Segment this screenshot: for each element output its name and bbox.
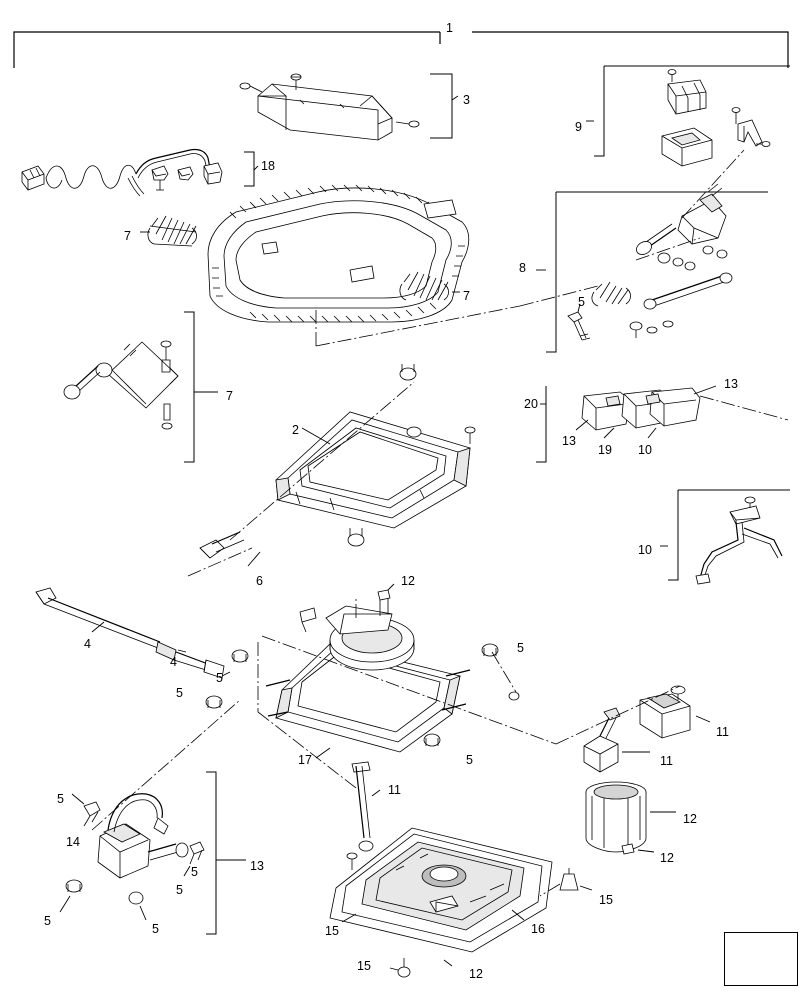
callout-15c-label: 15 (357, 959, 371, 973)
callout-5-j (152, 923, 159, 936)
callout-12-b (683, 813, 697, 826)
callout-17 (298, 754, 312, 767)
callout-5-g (191, 866, 198, 879)
callout-11-a (388, 784, 401, 797)
callout-11-c (660, 755, 673, 768)
callout-6 (256, 575, 263, 588)
callout-15-b (325, 925, 339, 938)
callout-11c-label: 11 (660, 754, 673, 768)
callout-20 (524, 398, 538, 411)
part-7-left-damper (64, 312, 218, 462)
callout-11-b (716, 726, 729, 739)
callout-19 (598, 444, 612, 457)
callout-12d-label: 12 (469, 967, 483, 981)
orientation-logo-box (724, 932, 798, 986)
callout-5-f (57, 793, 64, 806)
callout-7-c (226, 390, 233, 403)
callout-5f-label: 5 (57, 792, 64, 806)
callout-2 (292, 424, 299, 437)
callout-15-a (599, 894, 613, 907)
callout-16 (531, 923, 545, 936)
part-18-cable-spring (22, 149, 258, 196)
callout-12c-label: 12 (660, 851, 674, 865)
callout-5i-label: 5 (44, 914, 51, 928)
callout-13-a (724, 378, 738, 391)
callout-1 (446, 22, 453, 35)
callout-12-d (469, 968, 483, 981)
callout-18-label: 18 (261, 159, 275, 173)
callout-5-h (176, 884, 183, 897)
callout-5d-label: 5 (176, 686, 183, 700)
callout-20-label: 20 (524, 397, 538, 411)
callout-13a-label: 13 (724, 377, 738, 391)
callout-4a-label: 4 (84, 637, 91, 651)
part-4-rod (36, 588, 230, 678)
callout-5-a (578, 296, 585, 309)
callout-16-label: 16 (531, 922, 545, 936)
callout-7b-label: 7 (463, 289, 470, 303)
callout-5-b (216, 672, 223, 685)
callout-6-label: 6 (256, 574, 263, 588)
callout-11a-label: 11 (388, 783, 401, 797)
callout-5e-label: 5 (466, 753, 473, 767)
callout-5c-label: 5 (517, 641, 524, 655)
callout-19-label: 19 (598, 443, 612, 457)
callout-13b-label: 13 (562, 434, 576, 448)
callout-12b-label: 12 (683, 812, 697, 826)
callout-9 (575, 121, 582, 134)
part-20-pads (536, 386, 788, 462)
callout-10-b (638, 544, 652, 557)
callout-9-label: 9 (575, 120, 582, 134)
bracket-item-1 (14, 32, 788, 68)
callout-8-label: 8 (519, 261, 526, 275)
callout-5h-label: 5 (176, 883, 183, 897)
callout-17-label: 17 (298, 753, 312, 767)
callout-12a-label: 12 (401, 574, 415, 588)
part-3-rail-plate (240, 74, 458, 140)
callout-10a-label: 10 (638, 443, 652, 457)
callout-7a-label: 7 (124, 229, 131, 243)
callout-5a-label: 5 (578, 295, 585, 309)
part-17-lower-frame (206, 584, 519, 851)
callout-5-c (517, 642, 524, 655)
callout-5j-label: 5 (152, 922, 159, 936)
callout-15a-label: 15 (599, 893, 613, 907)
callout-4-b (170, 656, 177, 669)
callout-12-a (401, 575, 415, 588)
callout-8 (519, 262, 526, 275)
part-11-12-valve-filter (584, 686, 710, 854)
callout-12-c (660, 852, 674, 865)
callout-10-a (638, 444, 652, 457)
part-2-upper-frame (200, 364, 475, 566)
callout-14 (66, 836, 80, 849)
callout-1-label: 1 (446, 21, 453, 35)
callout-11b-label: 11 (716, 725, 729, 739)
part-13-14-pump-group (60, 700, 246, 934)
callout-5-i (44, 915, 51, 928)
callout-5-d (176, 687, 183, 700)
callout-13-b (562, 435, 576, 448)
callout-13c-label: 13 (250, 859, 264, 873)
callout-7-b (463, 290, 470, 303)
seat-cushion-frame (208, 185, 469, 322)
callout-5g-label: 5 (191, 865, 198, 879)
callout-7c-label: 7 (226, 389, 233, 403)
callout-4-a (84, 638, 91, 651)
callout-18 (261, 160, 275, 173)
callout-15b-label: 15 (325, 924, 339, 938)
part-10-lever (660, 490, 790, 584)
callout-5b-label: 5 (216, 671, 223, 685)
callout-2-label: 2 (292, 423, 299, 437)
callout-3 (463, 94, 470, 107)
callout-4b-label: 4 (170, 655, 177, 669)
callout-7-a (124, 230, 131, 243)
callout-10b-label: 10 (638, 543, 652, 557)
callout-5-e (466, 754, 473, 767)
part-8-damper-group (536, 184, 768, 352)
callout-15-c (357, 960, 371, 973)
part-9-group (586, 66, 790, 166)
callout-14-label: 14 (66, 835, 80, 849)
callout-3-label: 3 (463, 93, 470, 107)
callout-13-c (250, 860, 264, 873)
